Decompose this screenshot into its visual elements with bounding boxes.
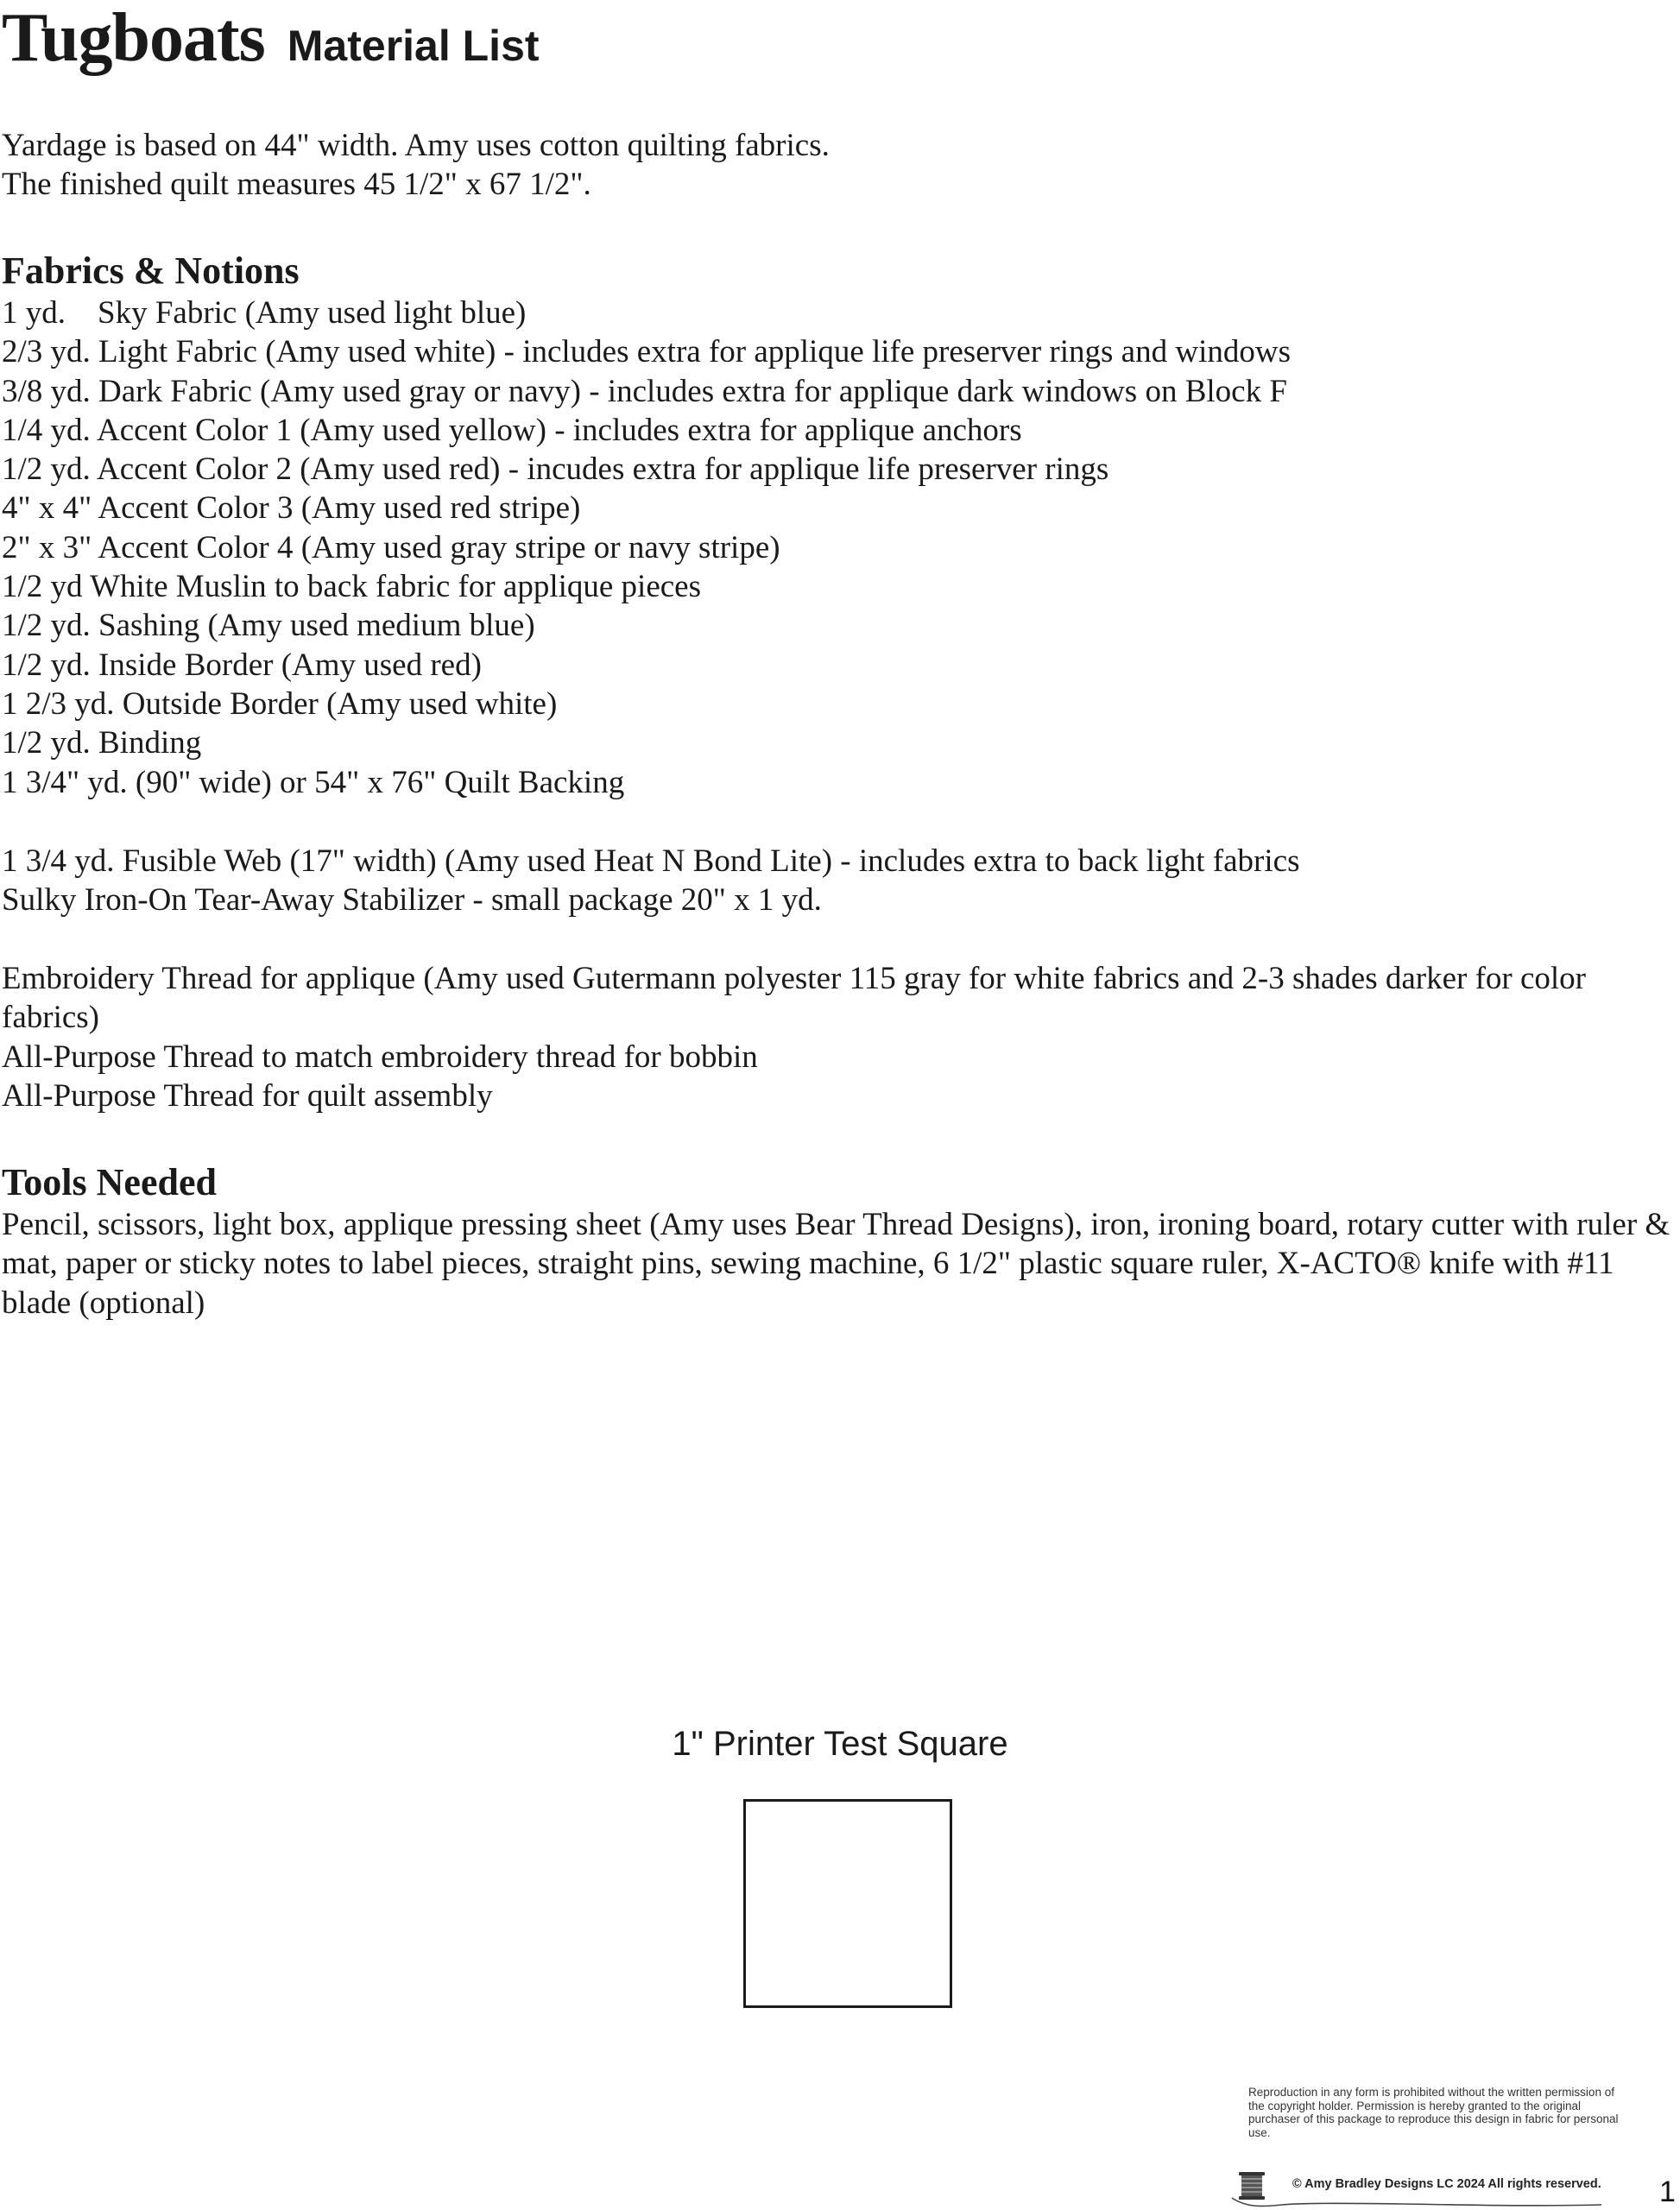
list-item: 1 yd. Sky Fabric (Amy used light blue) xyxy=(2,295,527,331)
list-item: All-Purpose Thread to match embroidery thread for bobbin xyxy=(2,1039,758,1075)
list-item: 2/3 yd. Light Fabric (Amy used white) - includes extra for applique life preserver rings and windows xyxy=(2,334,1291,370)
list-item: Sulky Iron-On Tear-Away Stabilizer - small package 20" x 1 yd. xyxy=(2,882,822,919)
list-item: 1/4 yd. Accent Color 1 (Amy used yellow) - includes extra for applique anchors xyxy=(2,412,1022,448)
list-item: 1 3/4 yd. Fusible Web (17" width) (Amy used Heat N Bond Lite) - includes extra to back light fabrics xyxy=(2,843,1300,879)
test-square-caption xyxy=(0,1723,1680,1765)
tools-text: Pencil, scissors, light box, applique pressing sheet (Amy uses Bear Thread Designs), iron, ironing board, rotary cutter with ruler & mat, paper or sticky notes to label pieces, straight pins, sewing machine, 6 1/2" plastic square ruler, X-ACTO® knife with #11 blade (optional) xyxy=(2,1207,1671,1321)
list-item: 4" x 4" Accent Color 3 (Amy used red stripe) xyxy=(2,490,581,527)
printer-test-square xyxy=(743,1799,952,2008)
intro-line: The finished quilt measures 45 1/2" x 67 1/2". xyxy=(2,167,591,203)
notions-list xyxy=(2,842,1677,920)
title-main: Tugboats xyxy=(2,0,265,76)
thread-list xyxy=(2,959,1677,1115)
list-item: 1/2 yd. Binding xyxy=(2,725,202,761)
intro-line: Yardage is based on 44" width. Amy uses cotton quilting fabrics. xyxy=(2,128,830,163)
list-item: 1/2 yd. Accent Color 2 (Amy used red) - incudes extra for applique life preserver rings xyxy=(2,451,1109,488)
legal-notice: Reproduction in any form is prohibited without the written permission of the copyright holder. Permission is hereby granted to the original purchaser of this package to reproduce this design in fabric for personal use. xyxy=(1248,2086,1619,2139)
list-item: All-Purpose Thread for quilt assembly xyxy=(2,1077,493,1114)
list-item: 1/2 yd. Sashing (Amy used medium blue) xyxy=(2,608,535,644)
fabrics-heading: Fabrics & Notions xyxy=(2,249,300,292)
list-item: 3/8 yd. Dark Fabric (Amy used gray or navy) - includes extra for applique dark windows on Block F xyxy=(2,373,1287,409)
list-item: 1/2 yd. Inside Border (Amy used red) xyxy=(2,647,482,683)
test-square-caption-text: 1" Printer Test Square xyxy=(672,1725,1008,1763)
list-item: 1 3/4" yd. (90" wide) or 54" x 76" Quilt Backing xyxy=(2,764,625,800)
list-item: 2" x 3" Accent Color 4 (Amy used gray stripe or navy stripe) xyxy=(2,529,780,565)
list-item: Embroidery Thread for applique (Amy used Gutermann polyester 115 gray for white fabrics and 2-3 shades darker for color fabrics) xyxy=(2,961,1587,1036)
page-number: 1 xyxy=(1659,2175,1676,2208)
intro-section xyxy=(2,126,1677,205)
copyright-row xyxy=(1230,2169,1610,2210)
list-item: 1 2/3 yd. Outside Border (Amy used white) xyxy=(2,685,558,722)
title-subtitle: Material List xyxy=(287,22,540,70)
fabrics-list xyxy=(2,294,1677,802)
list-item: 1/2 yd White Muslin to back fabric for applique pieces xyxy=(2,569,702,605)
copyright-text: © Amy Bradley Designs LC 2024 All rights reserved. xyxy=(1292,2177,1601,2191)
page-title xyxy=(2,0,540,76)
tools-heading: Tools Needed xyxy=(2,1161,217,1203)
tools-section xyxy=(2,1205,1673,1323)
